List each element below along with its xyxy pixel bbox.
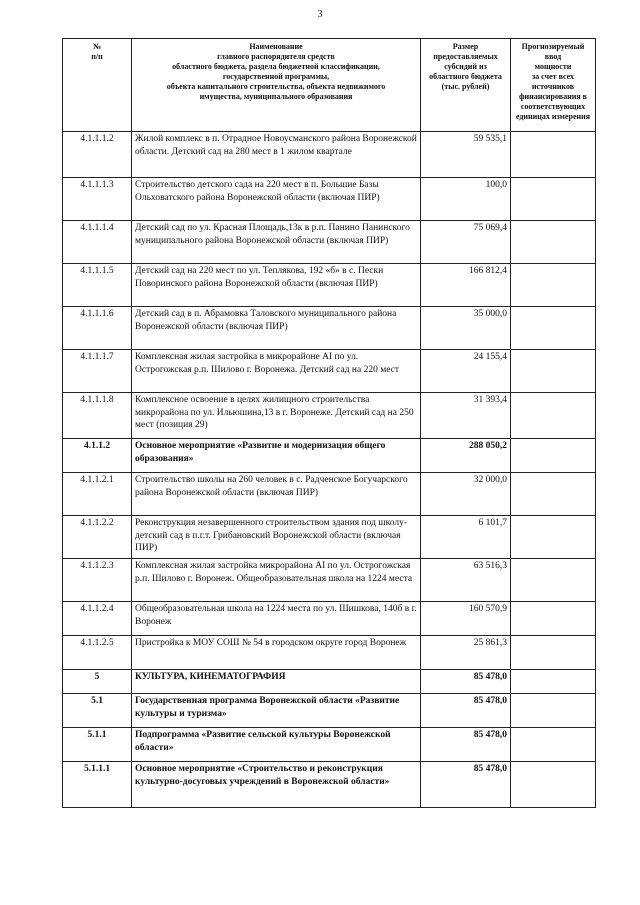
row-amount-cell: 288 050,2 [421, 439, 511, 473]
row-name-cell: Государственная программа Воронежской области «Развитие культуры и туризма» [132, 694, 421, 728]
row-amount-cell: 35 000,0 [421, 307, 511, 350]
row-name-cell: Комплексное освоение в целях жилищного строительства микрорайона по ул. Ильюшина,13 в г. Воронеже. Детский сад на 250 мест (позиция 29) [132, 393, 421, 439]
row-capacity-cell [511, 559, 596, 602]
table-row [63, 178, 596, 221]
row-name-cell: Детский сад по ул. Красная Площадь,13к в р.п. Панино Панинского муниципального района Воронежской области (включая ПИР) [132, 221, 421, 264]
budget-table [62, 38, 596, 808]
row-name-cell: Детский сад в п. Абрамовка Таловского муниципального района Воронежской области (включая ПИР) [132, 307, 421, 350]
row-amount-cell: 25 861,3 [421, 636, 511, 670]
row-capacity-cell [511, 670, 596, 694]
row-amount-cell: 85 478,0 [421, 694, 511, 728]
row-name-cell: Строительство школы на 260 человек в с. Радченское Богучарского района Воронежской области (включая ПИР) [132, 473, 421, 516]
row-name-cell: Комплексная жилая застройка микрорайона АI по ул. Острогожская р.п. Шилово г. Воронеж. Общеобразовательная школа на 1224 места [132, 559, 421, 602]
row-name-cell: КУЛЬТУРА, КИНЕМАТОГРАФИЯ [132, 670, 421, 694]
row-name-cell: Детский сад на 220 мест по ул. Теплякова, 192 «б» в с. Пески Поворинского района Воронежской области (включая ПИР) [132, 264, 421, 307]
row-name-cell: Пристройка к МОУ СОШ № 54 в городском округе город Воронеж [132, 636, 421, 670]
row-capacity-cell [511, 473, 596, 516]
row-name-cell: Основное мероприятие «Строительство и реконструкция культурно-досуговых учреждений в Воронежской области» [132, 762, 421, 808]
row-number-cell: 4.1.1.1.2 [63, 132, 132, 178]
row-capacity-cell [511, 728, 596, 762]
header-amount: Размер предоставляемых субсидий из областного бюджета (тыс. рублей) [421, 39, 511, 132]
row-number-cell: 4.1.1.2.4 [63, 602, 132, 636]
row-amount-cell: 32 000,0 [421, 473, 511, 516]
row-number-cell: 5.1 [63, 694, 132, 728]
row-number-cell: 5 [63, 670, 132, 694]
row-capacity-cell [511, 264, 596, 307]
row-amount-cell: 6 101,7 [421, 516, 511, 559]
table-row [63, 602, 596, 636]
header-num: № п/п [63, 39, 132, 132]
table-row [63, 307, 596, 350]
row-capacity-cell [511, 221, 596, 264]
row-capacity-cell [511, 636, 596, 670]
row-number-cell: 4.1.1.1.3 [63, 178, 132, 221]
row-name-cell: Общеобразовательная школа на 1224 места по ул. Шишкова, 140б в г. Воронеж [132, 602, 421, 636]
row-amount-cell: 31 393,4 [421, 393, 511, 439]
row-number-cell: 4.1.1.2 [63, 439, 132, 473]
row-capacity-cell [511, 132, 596, 178]
row-capacity-cell [511, 350, 596, 393]
row-number-cell: 4.1.1.1.7 [63, 350, 132, 393]
table-row [63, 132, 596, 178]
table-row [63, 221, 596, 264]
row-amount-cell: 75 069,4 [421, 221, 511, 264]
row-number-cell: 4.1.1.1.8 [63, 393, 132, 439]
row-capacity-cell [511, 762, 596, 808]
row-amount-cell: 85 478,0 [421, 728, 511, 762]
header-name: Наименование главного распорядителя средств областного бюджета, раздела бюджетной классификации, государственной программы, объекта капитального строительства, объекта недвижимого имущества, муниципального образования [132, 39, 421, 132]
row-number-cell: 4.1.1.2.5 [63, 636, 132, 670]
table-row [63, 670, 596, 694]
table-row [63, 694, 596, 728]
row-capacity-cell [511, 393, 596, 439]
row-capacity-cell [511, 694, 596, 728]
table-row [63, 728, 596, 762]
row-capacity-cell [511, 178, 596, 221]
table-header [63, 39, 596, 132]
row-amount-cell: 24 155,4 [421, 350, 511, 393]
row-name-cell: Подпрограмма «Развитие сельской культуры Воронежской области» [132, 728, 421, 762]
table-row [63, 473, 596, 516]
row-name-cell: Основное мероприятие «Развитие и модернизация общего образования» [132, 439, 421, 473]
row-number-cell: 4.1.1.2.3 [63, 559, 132, 602]
table-row [63, 762, 596, 808]
table-row [63, 393, 596, 439]
table-row [63, 439, 596, 473]
table-row [63, 350, 596, 393]
row-number-cell: 4.1.1.1.4 [63, 221, 132, 264]
table-row [63, 264, 596, 307]
row-capacity-cell [511, 439, 596, 473]
row-number-cell: 4.1.1.2.1 [63, 473, 132, 516]
row-name-cell: Комплексная жилая застройка в микрорайоне АI по ул. Острогожская р.п. Шилово г. Воронежа. Детский сад на 220 мест [132, 350, 421, 393]
table-row [63, 559, 596, 602]
row-name-cell: Строительство детского сада на 220 мест в п. Большие Базы Ольховатского района Воронежской области (включая ПИР) [132, 178, 421, 221]
row-name-cell: Жилой комплекс в п. Отрадное Новоусманского района Воронежской области. Детский сад на 280 мест в 1 жилом квартале [132, 132, 421, 178]
table-row [63, 636, 596, 670]
row-amount-cell: 166 812,4 [421, 264, 511, 307]
row-capacity-cell [511, 307, 596, 350]
row-capacity-cell [511, 516, 596, 559]
row-amount-cell: 59 535,1 [421, 132, 511, 178]
table-body [63, 132, 596, 808]
table-row [63, 516, 596, 559]
row-amount-cell: 160 570,9 [421, 602, 511, 636]
header-capacity: Прогнозируемый ввод мощности за счет всех источников финансирования в соответствующих единицах измерения [511, 39, 596, 132]
row-capacity-cell [511, 602, 596, 636]
row-number-cell: 4.1.1.1.5 [63, 264, 132, 307]
row-number-cell: 4.1.1.2.2 [63, 516, 132, 559]
row-amount-cell: 100,0 [421, 178, 511, 221]
row-amount-cell: 63 516,3 [421, 559, 511, 602]
row-number-cell: 5.1.1.1 [63, 762, 132, 808]
row-amount-cell: 85 478,0 [421, 762, 511, 808]
row-amount-cell: 85 478,0 [421, 670, 511, 694]
row-number-cell: 4.1.1.1.6 [63, 307, 132, 350]
page-number: 3 [317, 9, 323, 20]
row-name-cell: Реконструкция незавершенного строительством здания под школу-детский сад в п.г.т. Грибановский Воронежской области (включая ПИР) [132, 516, 421, 559]
row-number-cell: 5.1.1 [63, 728, 132, 762]
